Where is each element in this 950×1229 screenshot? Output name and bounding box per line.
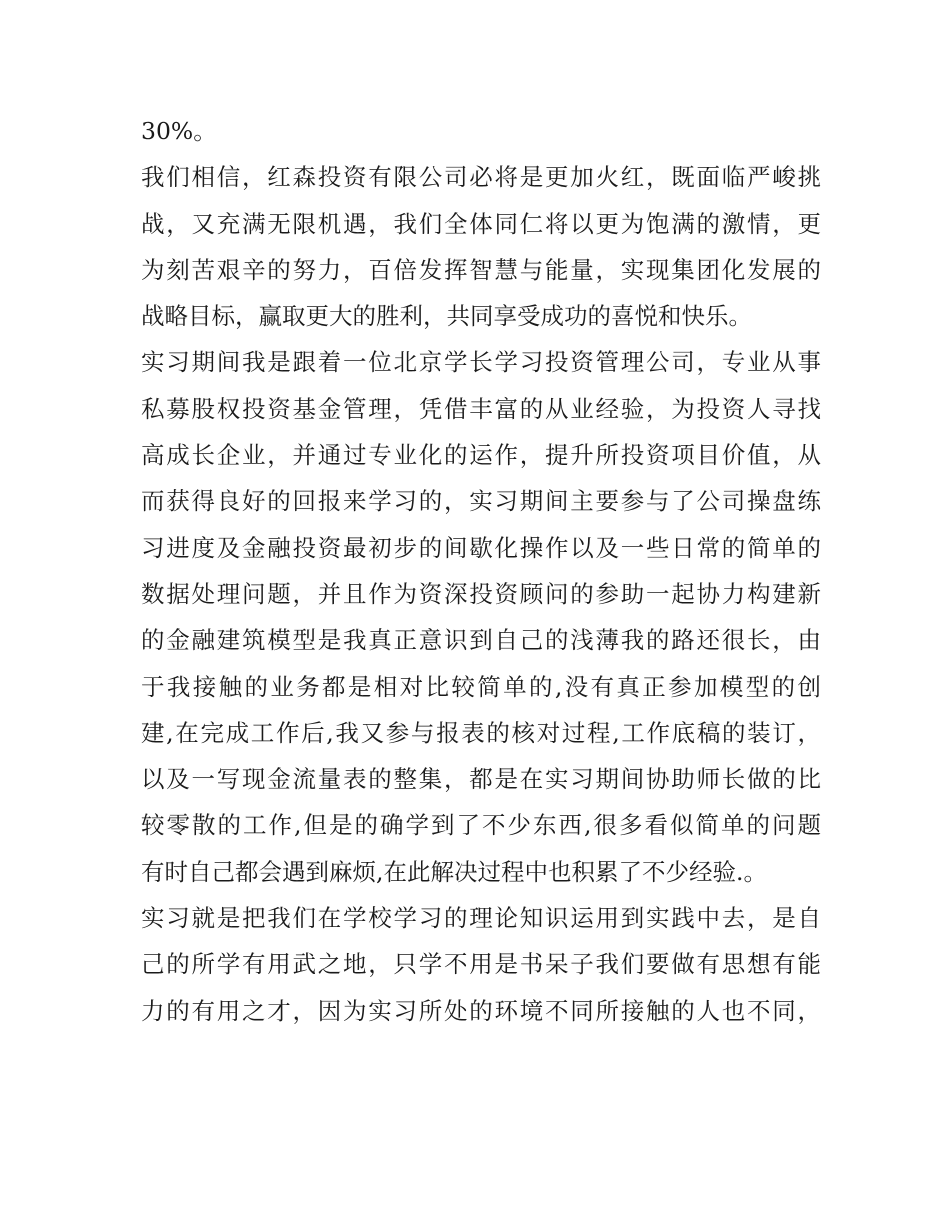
- text-line: 力的有用之才，因为实习所处的环境不同所接触的人也不同，: [141, 996, 821, 1025]
- text-line: 己的所学有用武之地，只学不用是书呆子我们要做有思想有能: [141, 950, 821, 979]
- text-line: 而获得良好的回报来学习的，实习期间主要参与了公司操盘练: [141, 487, 821, 516]
- text-line: 以及一写现金流量表的整集，都是在实习期间协助师长做的比: [141, 765, 821, 794]
- text-line: 战略目标，赢取更大的胜利，共同享受成功的喜悦和快乐。: [141, 302, 752, 331]
- text-line: 战，又充满无限机遇，我们全体同仁将以更为饱满的激情，更: [141, 209, 821, 238]
- text-line: 30%。: [141, 117, 217, 145]
- text-line: 于我接触的业务都是相对比较简单的,没有真正参加模型的创: [141, 672, 821, 701]
- text-line: 私募股权投资基金管理，凭借丰富的从业经验，为投资人寻找: [141, 394, 821, 423]
- document-body: [141, 108, 821, 1034]
- text-line: 习进度及金融投资最初步的间歇化操作以及一些日常的简单的: [141, 533, 821, 562]
- text-line: 建,在完成工作后,我又参与报表的核对过程,工作底稿的装订，: [141, 718, 821, 747]
- text-line: 的金融建筑模型是我真正意识到自己的浅薄我的路还很长，由: [141, 626, 821, 655]
- text-line: 高成长企业，并通过专业化的运作，提升所投资项目价值，从: [141, 441, 821, 470]
- text-line: 为刻苦艰辛的努力，百倍发挥智慧与能量，实现集团化发展的: [141, 255, 821, 284]
- text-line: 有时自己都会遇到麻烦,在此解决过程中也积累了不少经验.。: [141, 857, 767, 886]
- text-line: 实习期间我是跟着一位北京学长学习投资管理公司，专业从事: [141, 348, 821, 377]
- text-line: 实习就是把我们在学校学习的理论知识运用到实践中去，是自: [141, 904, 821, 933]
- text-line: 数据处理问题，并且作为资深投资顾问的参助一起协力构建新: [141, 579, 821, 608]
- text-line: 我们相信，红森投资有限公司必将是更加火红，既面临严峻挑: [141, 163, 821, 192]
- text-line: 较零散的工作,但是的确学到了不少东西,很多看似简单的问题: [141, 811, 821, 840]
